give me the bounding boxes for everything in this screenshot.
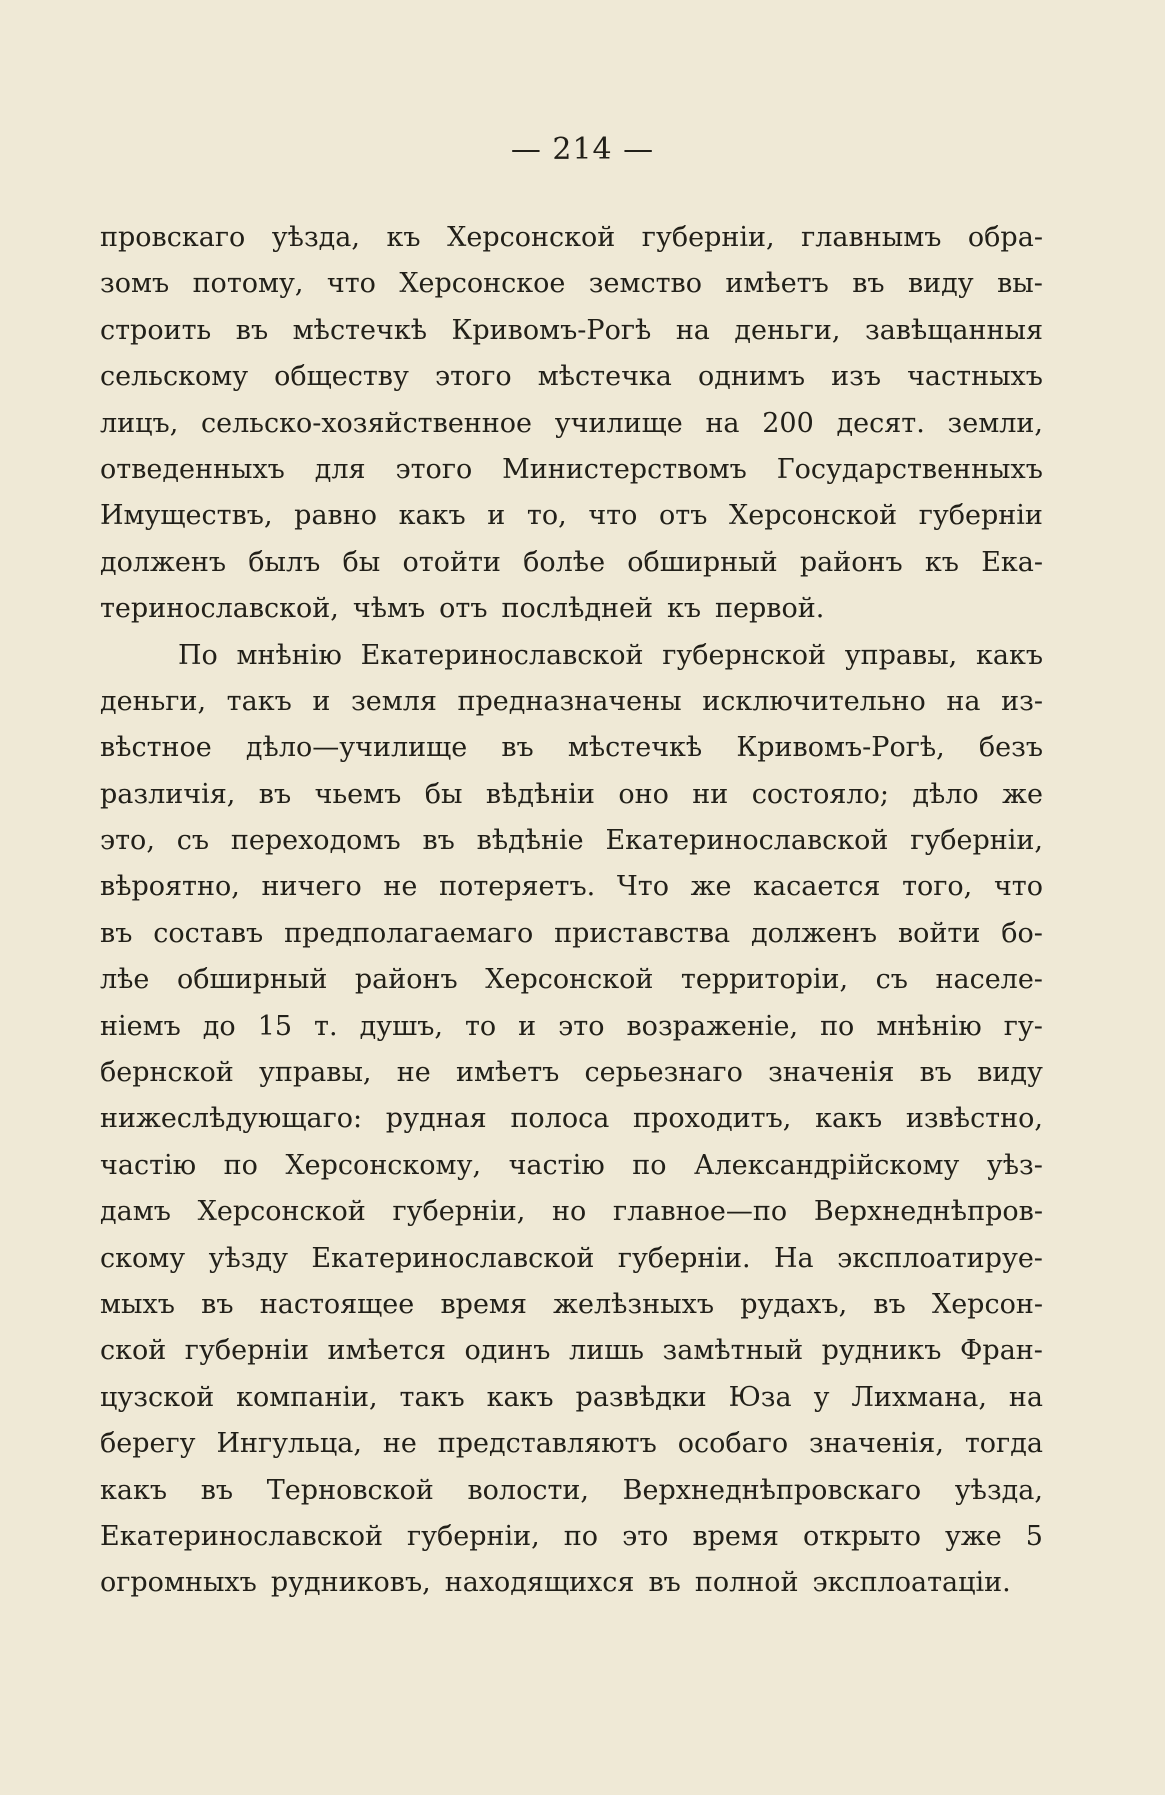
text-line: Екатеринославской губерніи, по это время открыто уже 5: [100, 1520, 1043, 1552]
text-line: лѣе обширный районъ Херсонской территоріи, съ населе-: [100, 964, 1043, 996]
text-line: огромныхъ рудниковъ, находящихся въ полной эксплоатаціи.: [100, 1567, 1011, 1599]
text-line: какъ въ Терновской волости, Верхнеднѣпровскаго уѣзда,: [100, 1474, 1043, 1506]
text-line: лицъ, сельско-хозяйственное училище на 200 десят. земли,: [100, 407, 1043, 439]
text-line: отведенныхъ для этого Министерствомъ Государственныхъ: [100, 453, 1043, 485]
body-text: [100, 215, 1043, 1607]
text-line: берегу Ингульца, не представляютъ особаго значенія, тогда: [100, 1428, 1043, 1460]
text-line: По мнѣнію Екатеринославской губернской управы, какъ: [178, 639, 1043, 671]
text-line: въ составъ предполагаемаго приставства долженъ войти бо-: [100, 917, 1043, 949]
text-line: мыхъ въ настоящее время желѣзныхъ рудахъ, въ Херсон-: [100, 1288, 1043, 1320]
text-line: скому уѣзду Екатеринославской губерніи. На эксплоатируе-: [100, 1242, 1043, 1274]
text-line: вѣстное дѣло—училище въ мѣстечкѣ Кривомъ-Рогѣ, безъ: [100, 732, 1043, 764]
text-line: частію по Херсонскому, частію по Александрійскому уѣз-: [100, 1149, 1043, 1181]
text-line: зомъ потому, что Херсонское земство имѣетъ въ виду вы-: [100, 268, 1043, 300]
text-line: деньги, такъ и земля предназначены исключительно на из-: [100, 685, 1043, 717]
text-line: Имуществъ, равно какъ и то, что отъ Херсонской губерніи: [100, 500, 1043, 532]
text-line: ской губерніи имѣется одинъ лишь замѣтный рудникъ Фран-: [100, 1335, 1043, 1367]
text-line: различія, въ чьемъ бы вѣдѣніи оно ни состояло; дѣло же: [100, 778, 1043, 810]
text-line: нижеслѣдующаго: рудная полоса проходитъ, какъ извѣстно,: [100, 1103, 1043, 1135]
text-line: теринославской, чѣмъ отъ послѣдней къ первой.: [100, 593, 825, 625]
text-line: ніемъ до 15 т. душъ, то и это возраженіе, по мнѣнію гу-: [100, 1010, 1043, 1042]
text-line: сельскому обществу этого мѣстечка однимъ изъ частныхъ: [100, 361, 1043, 393]
text-line: строить въ мѣстечкѣ Кривомъ-Рогѣ на деньги, завѣщанныя: [100, 314, 1043, 346]
page-number: — 214 —: [510, 132, 655, 167]
text-line: бернской управы, не имѣетъ серьезнаго значенія въ виду: [100, 1057, 1043, 1089]
text-line: это, съ переходомъ въ вѣдѣніе Екатеринославской губерніи,: [100, 825, 1043, 857]
text-line: дамъ Херсонской губерніи, но главное—по Верхнеднѣпров-: [100, 1196, 1043, 1228]
text-line: вѣроятно, ничего не потеряетъ. Что же касается того, что: [100, 871, 1043, 903]
text-line: долженъ былъ бы отойти болѣе обширный районъ къ Ека-: [100, 546, 1043, 578]
text-line: провскаго уѣзда, къ Херсонской губерніи, главнымъ обра-: [100, 222, 1043, 253]
text-line: цузской компаніи, такъ какъ развѣдки Юза у Лихмана, на: [100, 1381, 1043, 1413]
